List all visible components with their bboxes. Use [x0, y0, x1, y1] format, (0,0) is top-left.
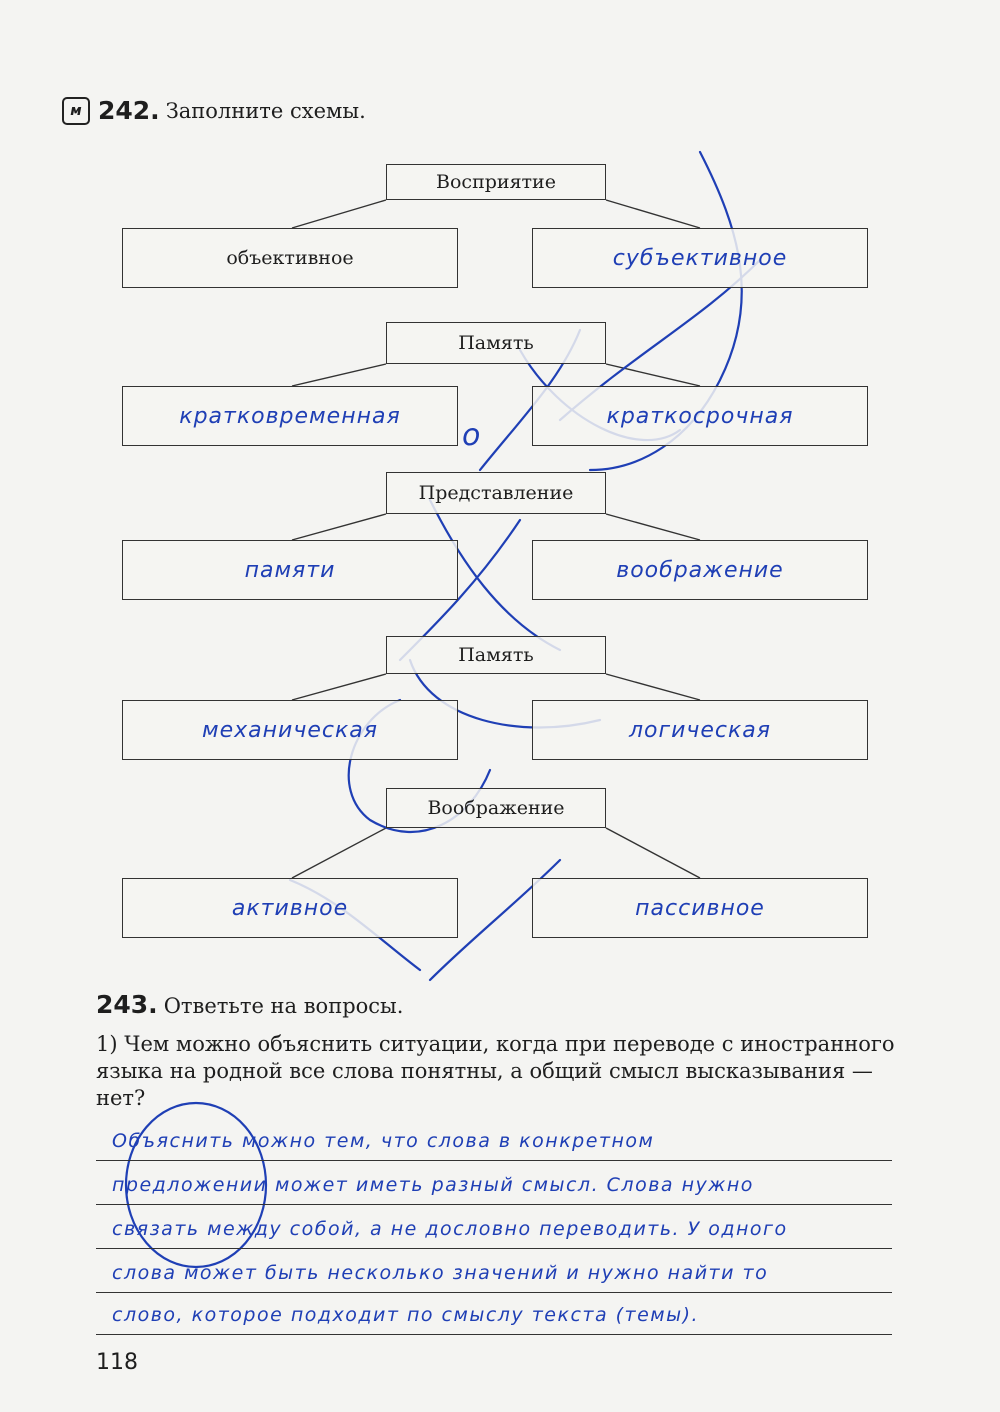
answer-line: [96, 1248, 892, 1249]
answer-text-line-1: Объяснить можно тем, что слова в конкретном: [112, 1130, 655, 1152]
answer-text-line-3: связать между собой, а не дословно переводить. У одного: [112, 1218, 788, 1240]
scheme-3-left-box: [122, 540, 458, 600]
answer-line: [96, 1292, 892, 1293]
scheme-4-left-answer: механическая: [202, 717, 378, 743]
scheme-2-right-answer: краткосрочная: [606, 403, 794, 429]
scheme-5-right-box: [532, 878, 868, 938]
scheme-3-right-box: [532, 540, 868, 600]
scheme-4-left-box: [122, 700, 458, 760]
answer-text-line-4: слова может быть несколько значений и нужно найти то: [112, 1262, 769, 1284]
answer-line: [96, 1334, 892, 1335]
scheme-5-top-box: [386, 788, 606, 828]
scheme-2-right-box: [532, 386, 868, 446]
scheme-4-top-box: [386, 636, 606, 674]
scheme-3-top-label: Представление: [418, 482, 574, 504]
task-243-number: 243.: [96, 990, 158, 1019]
scheme-5-left-box: [122, 878, 458, 938]
answer-line: [96, 1204, 892, 1205]
task-243-title: Ответьте на вопросы.: [163, 994, 404, 1018]
scheme-1-top-label: Восприятие: [436, 171, 556, 193]
scheme-2-left-box: [122, 386, 458, 446]
scheme-5-left-answer: активное: [231, 895, 349, 921]
page-number: 118: [96, 1350, 138, 1375]
answer-text-line-2: предложении может иметь разный смысл. Слова нужно: [112, 1174, 754, 1196]
scheme-3-right-answer: воображение: [616, 557, 784, 583]
task-242-title: Заполните схемы.: [165, 98, 366, 123]
scheme-1-left-label: объективное: [226, 247, 354, 269]
scheme-5-top-label: Воображение: [427, 797, 565, 819]
answer-line: [96, 1160, 892, 1161]
scheme-4-right-box: [532, 700, 868, 760]
task-243-header: [96, 990, 896, 1019]
answer-text-line-5: слово, которое подходит по смыслу текста (темы).: [112, 1304, 700, 1326]
scheme-1-top-box: [386, 164, 606, 200]
scheme-1-left-box: [122, 228, 458, 288]
scheme-3-top-box: [386, 472, 606, 514]
scheme-4-top-label: Память: [458, 644, 534, 666]
scheme-1-right-answer: субъективное: [612, 245, 788, 271]
scheme-4-right-answer: логическая: [628, 717, 771, 743]
scheme-2-top-box: [386, 322, 606, 364]
scheme-2-left-answer: кратковременная: [179, 403, 401, 429]
scheme-5-right-answer: пассивное: [635, 895, 765, 921]
scheme-1-right-box: [532, 228, 868, 288]
task-242-number: 242.: [98, 96, 160, 125]
task-243-question: 1) Чем можно объяснить ситуации, когда при переводе с иностранного языка на родной все слова понятны, а общий смысл высказывания — нет?: [96, 1032, 895, 1110]
task-243: [96, 990, 896, 1112]
m-badge-icon: м: [62, 97, 90, 125]
margin-mark: о: [462, 418, 482, 453]
scheme-3-left-answer: памяти: [244, 557, 336, 583]
scheme-2-top-label: Память: [458, 332, 534, 354]
